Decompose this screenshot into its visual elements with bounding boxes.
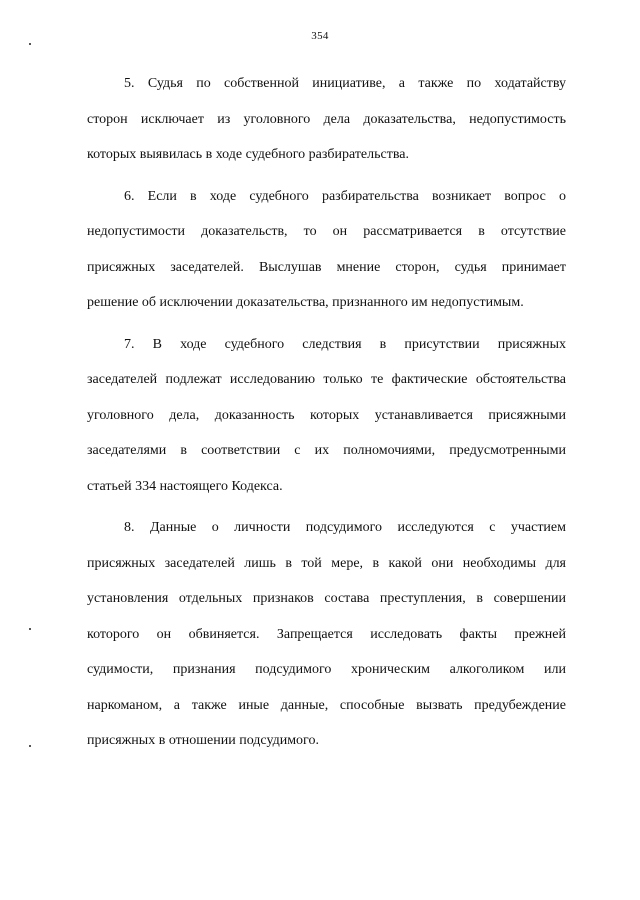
paragraph-line: статьей 334 настоящего Кодекса. bbox=[87, 478, 283, 494]
paragraph-line: которых выявилась в ходе судебного разбирательства. bbox=[87, 147, 409, 162]
paragraph-line: решение об исключении доказательства, признанного им недопустимым. bbox=[87, 295, 524, 310]
paragraph-line: 8. Данные о личности подсудимого исследуются с участием bbox=[124, 520, 566, 535]
paragraph-line: заседателей подлежат исследованию только те фактические обстоятельства bbox=[87, 372, 566, 387]
paragraph-line: 6. Если в ходе судебного разбирательства возникает вопрос о bbox=[124, 188, 566, 204]
paragraph-line: присяжных заседателей. Выслушав мнение сторон, судья принимает bbox=[87, 259, 566, 275]
paragraph-7 bbox=[87, 327, 566, 505]
paragraph-8 bbox=[87, 510, 566, 759]
paragraph-5 bbox=[87, 66, 566, 173]
paragraph-line: уголовного дела, доказанность которых устанавливается присяжными bbox=[87, 407, 566, 423]
paragraph-line: установления отдельных признаков состава преступления, в совершении bbox=[87, 591, 566, 606]
scan-margin-mark bbox=[29, 43, 31, 45]
paragraph-6 bbox=[87, 179, 566, 321]
paragraph-line: 7. В ходе судебного следствия в присутствии присяжных bbox=[124, 336, 566, 352]
scan-margin-mark bbox=[29, 745, 31, 747]
paragraph-line: недопустимости доказательств, то он рассматривается в отсутствие bbox=[87, 224, 566, 239]
paragraph-line: заседателями в соответствии с их полномочиями, предусмотренными bbox=[87, 443, 566, 458]
scan-margin-mark bbox=[29, 628, 31, 630]
paragraph-line: 5. Судья по собственной инициативе, а также по ходатайству bbox=[124, 76, 566, 91]
page-number: 354 bbox=[311, 30, 329, 42]
paragraph-line: присяжных в отношении подсудимого. bbox=[87, 733, 319, 748]
paragraph-line: судимости, признания подсудимого хроническим алкоголиком или bbox=[87, 662, 566, 677]
paragraph-line: сторон исключает из уголовного дела доказательства, недопустимость bbox=[87, 111, 566, 127]
paragraph-line: наркоманом, а также иные данные, способные вызвать предубеждение bbox=[87, 697, 566, 713]
document-body bbox=[87, 66, 566, 759]
paragraph-line: присяжных заседателей лишь в той мере, в какой они необходимы для bbox=[87, 555, 566, 571]
paragraph-line: которого он обвиняется. Запрещается исследовать факты прежней bbox=[87, 626, 566, 642]
